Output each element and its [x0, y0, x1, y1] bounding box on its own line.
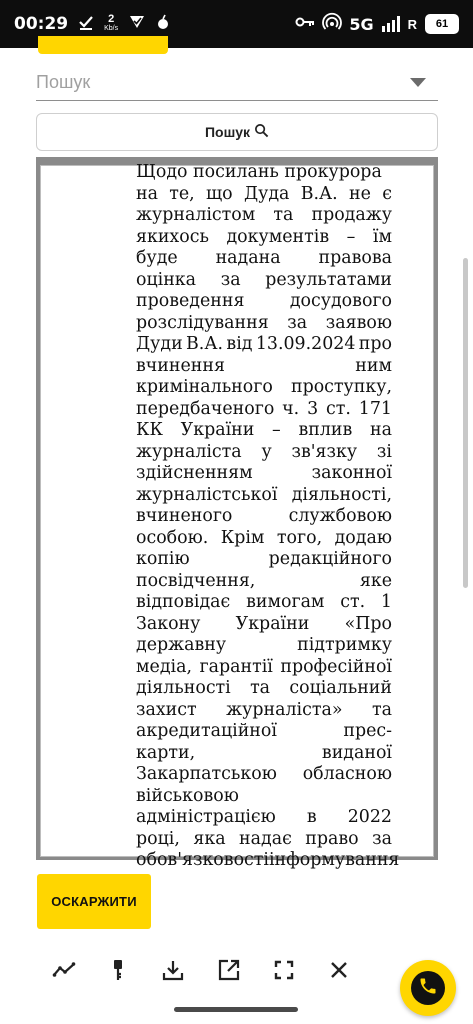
document-word: те, — [169, 183, 195, 204]
chart-line-icon[interactable] — [50, 956, 78, 984]
document-line — [136, 442, 392, 464]
document-line — [136, 399, 392, 421]
document-word: їм — [372, 226, 392, 247]
document-word: та — [273, 205, 294, 225]
document-word: надає — [239, 828, 292, 849]
document-word: Дуда — [243, 183, 290, 204]
document-word: році, — [136, 828, 180, 849]
document-word: 1 — [380, 592, 392, 612]
net-rate — [104, 15, 118, 33]
document-word: обов'язковості — [136, 850, 269, 870]
document-word: у — [261, 441, 272, 462]
document-word: діяльності — [136, 678, 231, 698]
document-line — [136, 786, 392, 808]
document-word: карти, — [136, 742, 196, 763]
document-line — [136, 678, 392, 700]
document-word: в — [306, 807, 317, 827]
key-status-icon — [295, 15, 315, 33]
document-word: прес- — [343, 721, 392, 741]
document-word: яка — [193, 828, 226, 849]
document-word: результатами — [265, 269, 392, 290]
status-bar-right — [295, 14, 459, 35]
document-word: вчинення — [136, 355, 225, 376]
document-word: є — [382, 183, 392, 204]
document-line — [136, 549, 392, 571]
document-line — [136, 162, 392, 184]
document-word: журналіста — [136, 441, 242, 462]
document-line — [136, 205, 392, 227]
status-time: 00:29 — [14, 14, 69, 34]
document-word: України — [180, 420, 255, 440]
document-word: яке — [359, 570, 392, 591]
document-line — [136, 184, 392, 206]
home-indicator[interactable] — [174, 1007, 298, 1012]
document-line — [136, 463, 392, 485]
document-word: Закону — [136, 613, 201, 634]
dropdown-caret-icon — [410, 78, 426, 87]
document-word: додаю — [334, 527, 392, 548]
document-word: вчиненого — [136, 506, 233, 526]
document-word: виданої — [321, 742, 392, 763]
document-line — [136, 528, 392, 550]
document-line — [136, 657, 392, 679]
document-word: того, — [276, 527, 323, 548]
document-word: законної — [311, 463, 392, 483]
document-line — [136, 829, 392, 851]
document-word: проведення — [136, 291, 245, 311]
document-word: інформування — [268, 850, 400, 870]
document-word: про — [358, 334, 392, 354]
document-word: за — [372, 828, 392, 849]
document-word: соціальний — [289, 678, 392, 698]
document-word: Крім — [220, 527, 265, 548]
search-button-label: Пошук — [204, 124, 251, 140]
document-word: право — [305, 828, 359, 849]
fullscreen-icon[interactable] — [270, 956, 298, 984]
roaming-indicator: R — [407, 16, 417, 32]
document-word: службовою — [288, 506, 392, 526]
document-word: ним — [355, 355, 392, 376]
net-rate-unit: Kb/s — [104, 25, 119, 32]
search-dropdown[interactable] — [36, 64, 438, 101]
document-word: кримінального — [136, 377, 273, 397]
document-word: В.А. — [300, 183, 338, 204]
phone-icon — [418, 976, 438, 1001]
document-word: ст. — [340, 592, 366, 612]
document-word: зі — [376, 441, 392, 462]
document-word: Дуди — [136, 334, 183, 354]
document-page — [40, 162, 434, 870]
document-word: – — [346, 226, 356, 247]
search-icon — [254, 123, 269, 141]
bomb-icon — [156, 14, 170, 35]
document-word: заявою — [325, 312, 392, 333]
download-icon[interactable] — [159, 956, 187, 984]
document-line — [136, 377, 392, 399]
document-word: відповідає — [136, 592, 231, 612]
document-word: редакційного — [268, 549, 392, 569]
document-word: що — [206, 183, 233, 204]
download-done-icon — [78, 14, 94, 34]
hotspot-icon — [323, 14, 341, 35]
document-line — [136, 485, 392, 507]
document-line — [136, 291, 392, 313]
document-word: документів — [226, 226, 330, 247]
document-line — [136, 506, 392, 528]
document-word: 13.09.2024 — [255, 334, 356, 354]
document-word: журналістом — [136, 205, 256, 225]
document-word: Щодо посилань прокурора — [136, 162, 382, 182]
document-line — [136, 700, 392, 722]
network-type: 5G — [349, 14, 374, 34]
document-word: буде — [136, 248, 178, 268]
document-line — [136, 635, 392, 657]
net-rate-value: 2 — [108, 13, 115, 25]
document-word: за — [220, 269, 241, 290]
signal-icon — [382, 16, 400, 32]
document-line — [136, 807, 392, 829]
appeal-button[interactable]: ОСКАРЖИТИ — [37, 874, 151, 929]
document-line — [136, 571, 392, 593]
document-word: розслідування — [136, 312, 269, 333]
call-button[interactable] — [400, 960, 456, 1016]
document-word: акредитаційної — [136, 721, 277, 741]
document-word: гарантії — [199, 656, 273, 677]
document-word: за — [287, 312, 308, 333]
document-word: зв'язку — [291, 441, 358, 462]
document-word: якихось — [136, 226, 209, 247]
document-word: здійсненням — [136, 463, 253, 483]
document-text — [136, 162, 400, 872]
battery-level: 61 — [435, 18, 449, 30]
status-bar-left — [14, 14, 170, 35]
document-viewer[interactable] — [36, 157, 438, 870]
document-word: Закарпатською — [136, 764, 277, 784]
document-line — [136, 313, 392, 335]
document-word: ст. — [326, 398, 351, 419]
document-word: «Про — [344, 613, 392, 634]
document-line — [136, 420, 392, 442]
top-yellow-button-edge[interactable] — [38, 36, 168, 54]
document-word: підтримку — [297, 635, 392, 655]
page-scrollbar[interactable] — [463, 258, 468, 588]
document-word: журналіста» — [226, 699, 343, 720]
open-external-icon[interactable] — [215, 956, 243, 984]
document-line — [136, 764, 392, 786]
document-line — [136, 227, 392, 249]
vpn-shield-icon — [128, 14, 146, 35]
document-word: та — [250, 678, 271, 698]
document-word: В.А. — [186, 334, 224, 354]
document-word: діяльності, — [291, 484, 392, 505]
document-word: копію — [136, 549, 190, 569]
document-line — [136, 614, 392, 636]
document-word: 3 — [307, 398, 319, 419]
document-word: медіа, — [136, 656, 192, 677]
document-line — [136, 356, 392, 378]
document-word: захист — [136, 699, 197, 720]
document-word: особою. — [136, 527, 209, 548]
document-word: вимогам — [246, 592, 325, 612]
document-word: на — [370, 420, 392, 440]
document-word: від — [226, 334, 253, 354]
document-line — [136, 334, 392, 356]
document-word: оцінка — [136, 269, 197, 290]
search-dropdown-value: Пошук — [36, 71, 91, 92]
document-word: вплив — [298, 420, 353, 440]
document-word: продажу — [311, 205, 392, 225]
document-line — [136, 850, 400, 872]
document-word: – — [272, 420, 281, 440]
document-word: обласною — [302, 764, 392, 784]
battery-icon — [425, 14, 459, 34]
document-word: адміністрацією — [136, 807, 276, 827]
close-icon[interactable] — [325, 956, 353, 984]
document-word: України — [235, 613, 310, 634]
document-line — [136, 743, 392, 765]
document-word: КК — [136, 420, 163, 440]
key-icon[interactable] — [104, 956, 132, 984]
document-word: військовою — [136, 785, 239, 806]
document-line — [136, 592, 392, 614]
document-line — [136, 270, 392, 292]
document-word: ч. — [282, 398, 300, 419]
document-word: 2022 — [347, 807, 392, 827]
document-word: на — [136, 183, 158, 204]
document-word: професійної — [280, 656, 392, 677]
document-word: передбаченого — [136, 398, 275, 419]
call-button-inner — [411, 971, 445, 1005]
document-word: досудового — [289, 291, 392, 311]
document-word: журналістської — [136, 484, 278, 505]
search-button[interactable] — [36, 113, 438, 151]
document-line — [136, 248, 392, 270]
document-word: державну — [136, 635, 227, 655]
document-word: проступку, — [290, 377, 392, 397]
document-line — [136, 721, 392, 743]
document-word: не — [349, 183, 371, 204]
document-word: правова — [318, 248, 392, 268]
document-word: надана — [215, 248, 281, 268]
document-word: 171 — [358, 398, 392, 419]
document-word: та — [372, 699, 392, 720]
document-word: посвідчення, — [136, 570, 256, 591]
